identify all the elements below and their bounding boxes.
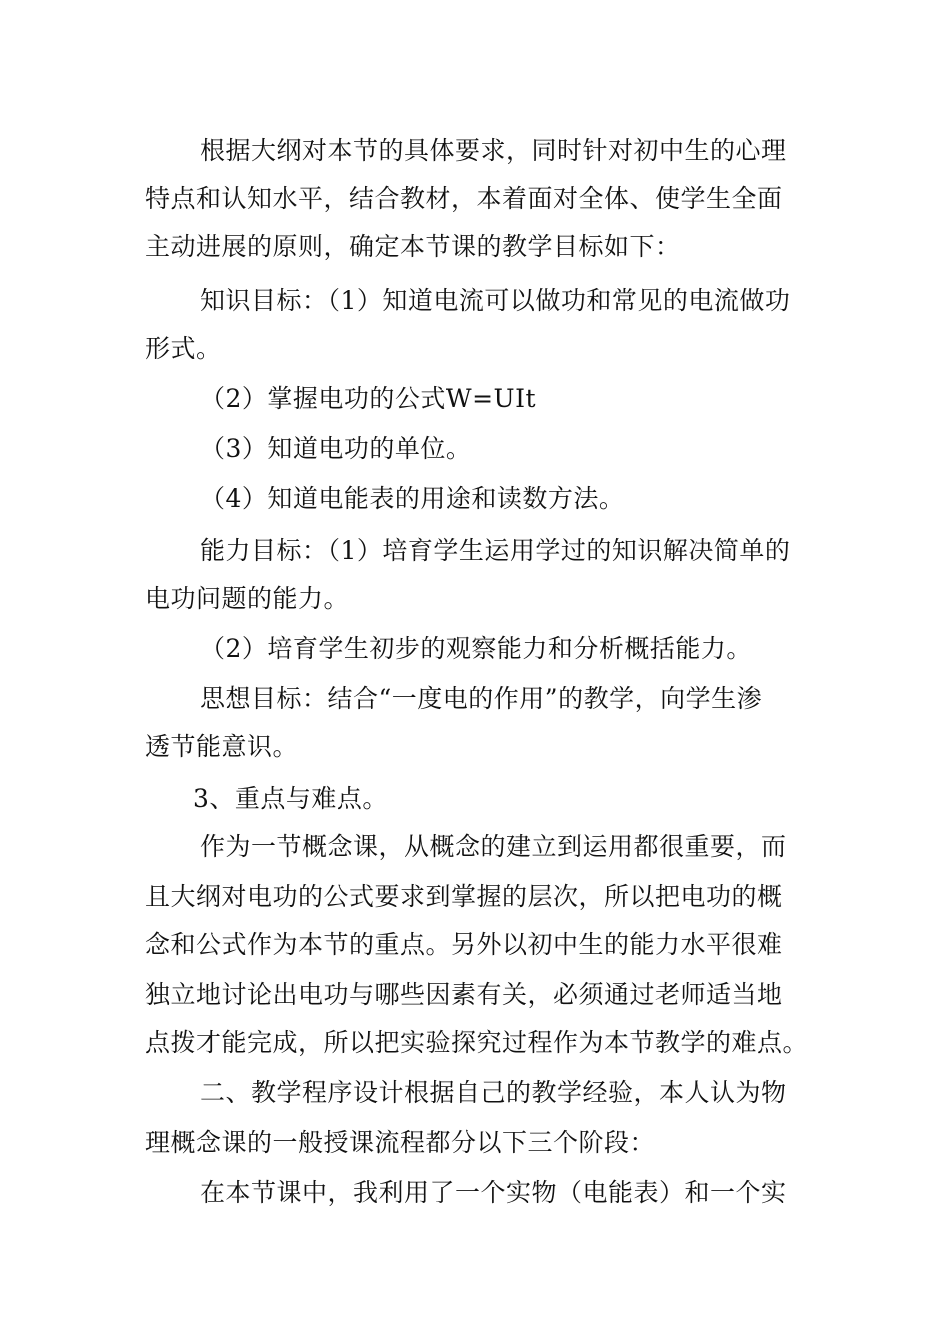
thought-goal-line-1: 思想目标：结合“一度电的作用”的教学，向学生渗 <box>200 684 763 713</box>
ability-goal-item-2: （2）培育学生初步的观察能力和分析概括能力。 <box>200 634 752 663</box>
knowledge-goal-line-2: 形式。 <box>145 334 222 363</box>
paragraph-line-2: 特点和认知水平，结合教材，本着面对全体、使学生全面 <box>145 184 783 213</box>
paragraph-line-3: 主动进展的原则，确定本节课的教学目标如下： <box>145 232 681 261</box>
paragraph-line-1: 根据大纲对本节的具体要求，同时针对初中生的心理 <box>200 136 787 165</box>
knowledge-goal-item-4: （4）知道电能表的用途和读数方法。 <box>200 484 625 513</box>
ability-goal-line-1: 能力目标：（1）培育学生运用学过的知识解决简单的 <box>200 536 791 565</box>
knowledge-goal-item-3: （3）知道电功的单位。 <box>200 434 472 463</box>
thought-goal-line-2: 透节能意识。 <box>145 732 299 761</box>
ability-goal-line-2: 电功问题的能力。 <box>145 584 350 613</box>
section-two-paragraph-line-1: 二、教学程序设计根据自己的教学经验，本人认为物 <box>200 1078 787 1107</box>
key-points-paragraph-line-2: 且大纲对电功的公式要求到掌握的层次，所以把电功的概 <box>145 882 783 911</box>
key-points-paragraph-line-1: 作为一节概念课，从概念的建立到运用都很重要，而 <box>200 832 787 861</box>
section-two-paragraph-line-2: 理概念课的一般授课流程都分以下三个阶段： <box>145 1128 656 1157</box>
key-points-paragraph-line-3: 念和公式作为本节的重点。另外以初中生的能力水平很难 <box>145 930 783 959</box>
key-points-paragraph-line-5: 点拨才能完成，所以把实验探究过程作为本节教学的难点。 <box>145 1028 809 1057</box>
key-points-paragraph-line-4: 独立地讨论出电功与哪些因素有关，必须通过老师适当地 <box>145 980 783 1009</box>
knowledge-goal-line-1: 知识目标：（1）知道电流可以做功和常见的电流做功 <box>200 286 791 315</box>
knowledge-goal-item-2: （2）掌握电功的公式W=UIt <box>200 384 537 413</box>
section-heading-key-points: 3、重点与难点。 <box>193 784 388 813</box>
lesson-paragraph-line-1: 在本节课中，我利用了一个实物（电能表）和一个实 <box>200 1178 787 1207</box>
